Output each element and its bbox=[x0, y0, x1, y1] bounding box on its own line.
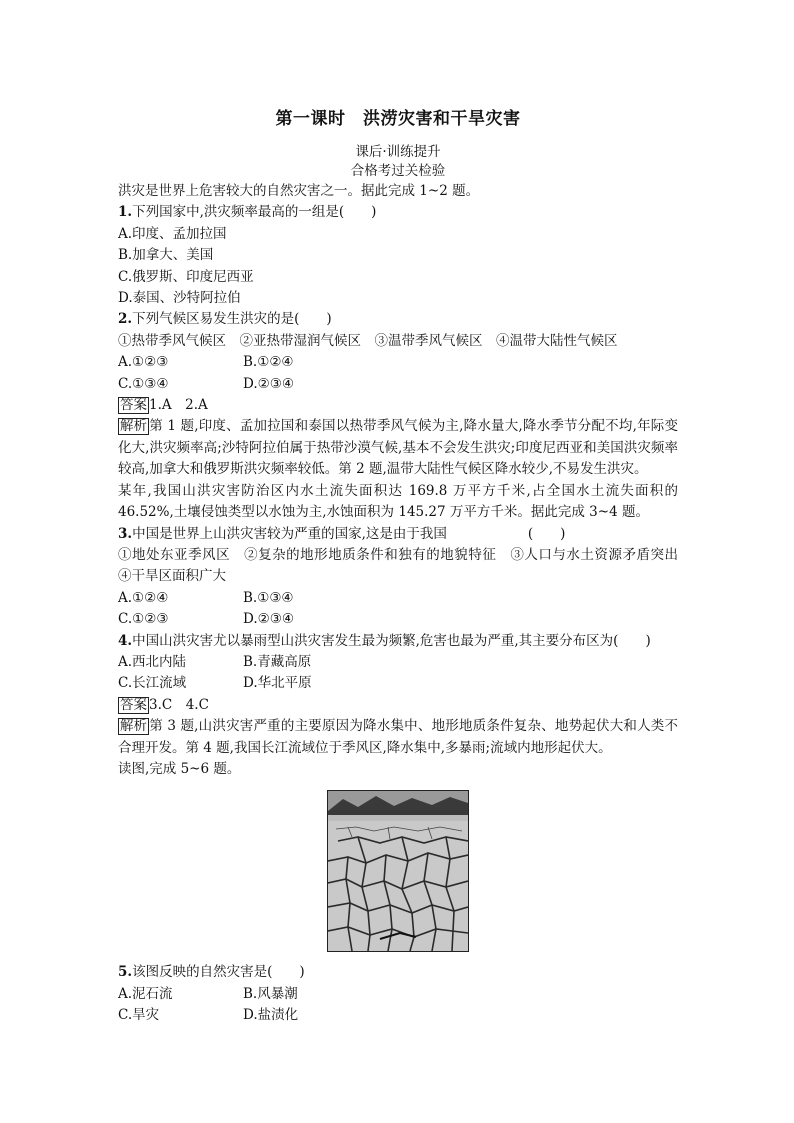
option-d: D.②③④ bbox=[243, 611, 294, 628]
question-number: 4. bbox=[118, 632, 133, 649]
options-row bbox=[118, 673, 678, 694]
analysis-1-2 bbox=[118, 416, 678, 480]
subtitle-after-class: 课后·训练提升 bbox=[355, 144, 441, 160]
analysis-tag: 解析 bbox=[120, 718, 147, 735]
intro-1-2: 洪灾是世界上危害较大的自然灾害之一。据此完成 1~2 题。 bbox=[118, 183, 480, 199]
option-a: A.印度、孟加拉国 bbox=[118, 225, 227, 242]
question-stem: 中国山洪灾害尤以暴雨型山洪灾害发生最为频繁,危害也最为严重,其主要分布区为( ) bbox=[132, 632, 651, 649]
option-b: B.①③④ bbox=[243, 589, 294, 606]
option-d: D.泰国、沙特阿拉伯 bbox=[118, 290, 241, 307]
question-4 bbox=[118, 631, 678, 652]
question-3-items: ①地处东亚季风区 ②复杂的地形地质条件和独有的地貌特征 ③人口与水土资源矛盾突出 ④干旱区面积广大 bbox=[118, 546, 692, 585]
option-d: D.盐渍化 bbox=[243, 1007, 299, 1024]
option-c: C.长江流域 bbox=[118, 675, 187, 692]
option-d: D.华北平原 bbox=[243, 675, 312, 692]
options-row bbox=[118, 609, 678, 630]
option-a: A.泥石流 bbox=[118, 985, 173, 1002]
option-b: B.青藏高原 bbox=[243, 653, 312, 670]
option-b: B.风暴潮 bbox=[243, 985, 298, 1002]
option-b: B.①②④ bbox=[243, 354, 294, 371]
options-row bbox=[118, 652, 678, 673]
analysis-3-4 bbox=[118, 716, 678, 759]
question-stem: 下列国家中,洪灾频率最高的一组是( ) bbox=[132, 204, 377, 221]
question-2 bbox=[118, 309, 678, 330]
option-c: C.旱灾 bbox=[118, 1007, 160, 1024]
options-row bbox=[118, 984, 678, 1005]
question-stem: 中国是世界上山洪灾害较为严重的国家,这是由于我国 ( ) bbox=[132, 525, 566, 542]
option-a: A.西北内陆 bbox=[118, 653, 187, 670]
analysis-tag: 解析 bbox=[120, 418, 147, 435]
page-title: 第一课时 洪涝灾害和干旱灾害 bbox=[275, 109, 521, 129]
option-c: C.①③④ bbox=[118, 375, 169, 392]
option-a: A.①②④ bbox=[118, 589, 169, 606]
question-2-items: ①热带季风气候区 ②亚热带湿润气候区 ③温带季风气候区 ④温带大陆性气候区 bbox=[118, 332, 618, 349]
question-number: 5. bbox=[118, 964, 133, 981]
options-row bbox=[118, 1005, 678, 1026]
answer-tag: 答案 bbox=[120, 696, 147, 713]
question-number: 3. bbox=[118, 525, 133, 542]
option-d: D.②③④ bbox=[243, 375, 294, 392]
option-b: B.加拿大、美国 bbox=[118, 247, 214, 264]
intro-3-4: 某年,我国山洪灾害防治区内水土流失面积达 169.8 万平方千米,占全国水土流失面积的 46.52%,土壤侵蚀类型以水蚀为主,水蚀面积为 145.27 万平方千米。据此完成 3~4 题。 bbox=[118, 482, 678, 521]
answer-1-2 bbox=[118, 395, 678, 416]
answer-tag: 答案 bbox=[120, 397, 147, 414]
analysis-text: 第 3 题,山洪灾害严重的主要原因为降水集中、地形地质条件复杂、地势起伏大和人类不合理开发。第 4 题,我国长江流域位于季风区,降水集中,多暴雨;流域内地形起伏大。 bbox=[118, 718, 678, 756]
question-stem: 下列气候区易发生洪灾的是( ) bbox=[132, 311, 332, 328]
options-row bbox=[118, 588, 678, 609]
worksheet-page bbox=[118, 104, 692, 1027]
options-row bbox=[118, 374, 678, 395]
answer-text: 3.C 4.C bbox=[149, 696, 209, 713]
answer-3-4 bbox=[118, 695, 678, 716]
question-stem: 该图反映的自然灾害是( ) bbox=[132, 964, 305, 981]
drought-cracked-earth-photo bbox=[327, 790, 469, 952]
question-number: 2. bbox=[118, 311, 133, 328]
intro-5-6: 读图,完成 5~6 题。 bbox=[118, 760, 241, 777]
question-1 bbox=[118, 202, 678, 223]
option-c: C.俄罗斯、印度尼西亚 bbox=[118, 268, 254, 285]
question-number: 1. bbox=[118, 204, 133, 221]
answer-text: 1.A 2.A bbox=[149, 397, 208, 414]
question-3 bbox=[118, 524, 678, 545]
question-5 bbox=[118, 962, 678, 983]
subtitle-qualification: 合格考过关检验 bbox=[350, 163, 446, 179]
cracked-earth-image bbox=[328, 791, 468, 951]
option-a: A.①②③ bbox=[118, 354, 169, 371]
options-row bbox=[118, 352, 678, 373]
analysis-text: 第 1 题,印度、孟加拉国和泰国以热带季风气候为主,降水量大,降水季节分配不均,年际变化大,洪灾频率高;沙特阿拉伯属于热带沙漠气候,基本不会发生洪灾;印度尼西亚和美国洪灾频率较高,加拿大和俄罗斯洪灾频率较低。第 2 题,温带大陆性气候区降水较少,不易发生洪灾。 bbox=[118, 418, 678, 478]
option-c: C.①②③ bbox=[118, 611, 169, 628]
